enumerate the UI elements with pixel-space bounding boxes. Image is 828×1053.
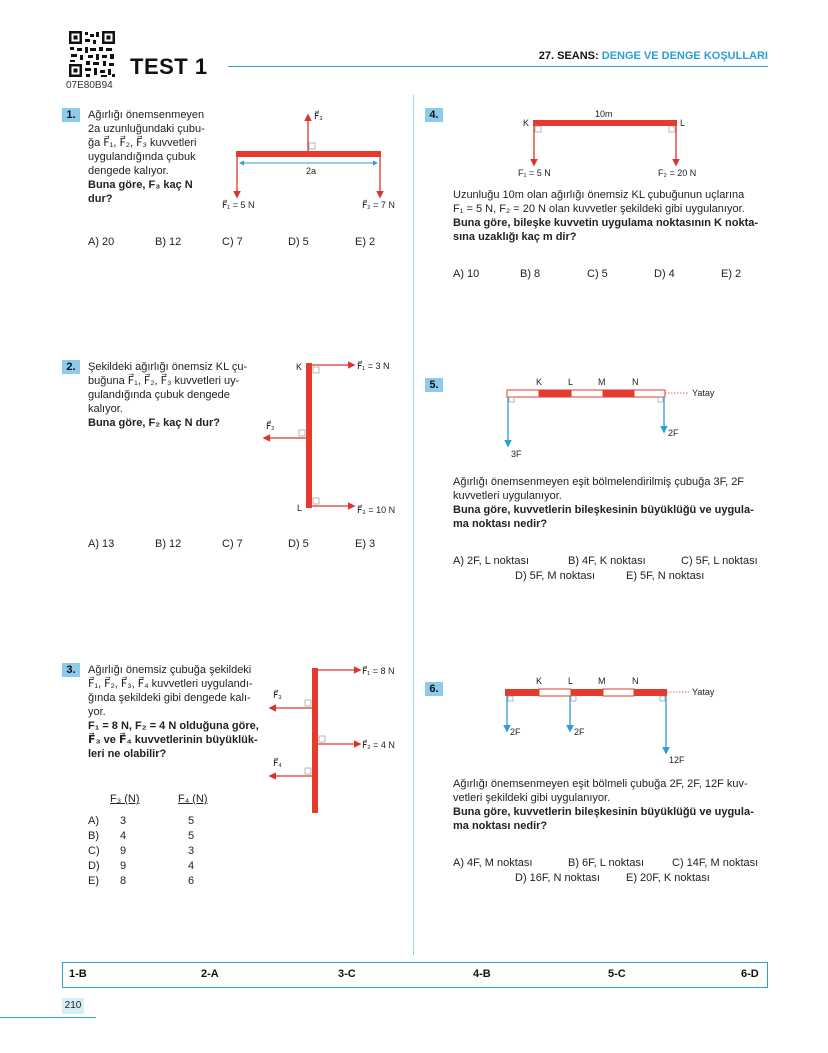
q5-option-d[interactable]: D) 5F, M noktası <box>515 570 596 582</box>
q6-l-label: L <box>568 676 574 686</box>
q6-m-label: M <box>598 676 606 686</box>
q1-option-d[interactable]: D) 5 <box>288 236 309 248</box>
q6-2f-label-2: 2F <box>574 727 585 737</box>
q5-option-e[interactable]: E) 5F, N noktası <box>626 570 705 582</box>
q6-option-b[interactable]: B) 6F, L noktası <box>568 857 645 869</box>
q2-k-label: K <box>296 362 303 372</box>
q2-option-b[interactable]: B) 12 <box>155 538 182 550</box>
question-number: 4. <box>425 108 443 122</box>
q4-option-c[interactable]: C) 5 <box>587 268 608 280</box>
qr-code-image <box>68 30 116 78</box>
q2-f2-label: F⃗₂ <box>266 421 275 431</box>
question-number: 1. <box>62 108 80 122</box>
q6-yatay-label: Yatay <box>692 687 715 697</box>
q6-k-label: K <box>536 676 543 686</box>
q6-2f-label-1: 2F <box>510 727 521 737</box>
session-title: 27. SEANS: DENGE VE DENGE KOŞULLARI <box>538 50 768 62</box>
q5-option-b[interactable]: B) 4F, K noktası <box>568 555 646 567</box>
q6-option-d[interactable]: D) 16F, N noktası <box>515 872 600 884</box>
q6-12f-label: 12F <box>669 755 685 765</box>
q4-option-a[interactable]: A) 10 <box>453 268 480 280</box>
q2-option-a[interactable]: A) 13 <box>88 538 115 550</box>
q6-n-label: N <box>632 676 639 686</box>
q4-k-label: K <box>523 118 530 128</box>
question-number: 3. <box>62 663 80 677</box>
q2-option-d[interactable]: D) 5 <box>288 538 309 550</box>
q6-figure <box>495 673 755 773</box>
question-5-text: Ağırlığı önemsenmeyen eşit bölmelendirilmiş çubuğa 3F, 2F kuvvetleri uygulanıyor. Buna göre, kuvvetlerin bileşkesinin büyüklüğü ve uygula- ma noktası nedir? <box>453 476 754 530</box>
q4-option-b[interactable]: B) 8 <box>520 268 541 280</box>
q4-f1-label: F₁ = 5 N <box>518 168 551 178</box>
q1-rod <box>236 151 381 157</box>
answer-key <box>62 962 768 988</box>
q1-length-label: 2a <box>306 166 317 176</box>
q4-l-label: L <box>680 118 686 128</box>
q3-figure <box>265 660 410 820</box>
q2-figure <box>260 355 410 525</box>
q5-3f-label: 3F <box>511 449 522 459</box>
q2-option-e[interactable]: E) 3 <box>355 538 376 550</box>
q4-rod <box>533 120 677 126</box>
question-2-text: Şekildeki ağırlığı önemsiz KL çu- buğuna F⃗₁, F⃗₂, F⃗₃ kuvvetleri uy- gulandığında çubuk dengede kalıyor. Buna göre, F₂ kaç N dur? <box>88 361 248 429</box>
q4-figure <box>515 105 715 180</box>
header-rule <box>228 66 768 67</box>
q2-l-label: L <box>297 503 303 513</box>
q6-option-e[interactable]: E) 20F, K noktası <box>626 872 710 884</box>
answer-4: 4-B <box>473 968 491 980</box>
q5-yatay-label: Yatay <box>692 388 715 398</box>
q5-m-label: M <box>598 377 606 387</box>
q3-f2-label: F⃗₂ = 4 N <box>362 740 395 750</box>
q5-figure <box>495 374 755 464</box>
question-4-text: Uzunluğu 10m olan ağırlığı önemsiz KL çubuğunun uçlarına F₁ = 5 N, F₂ = 20 N olan kuvvetler şekildeki gibi uygulanıyor. Buna göre, bileşke kuvvetin uygulama noktasının K nokta- sına uzaklığı kaç m dir? <box>453 189 759 243</box>
q1-option-b[interactable]: B) 12 <box>155 236 182 248</box>
footer-rule <box>0 1017 96 1018</box>
q1-figure <box>220 105 410 215</box>
q3-option-a[interactable]: A) 3 5 <box>88 815 195 827</box>
answer-6: 6-D <box>741 968 759 980</box>
q3-f1-label: F⃗₁ = 8 N <box>362 666 395 676</box>
test-title: TEST 1 <box>130 54 208 79</box>
q4-f2-label: F₂ = 20 N <box>658 168 697 178</box>
qr-code-text: 07E80B94 <box>66 80 113 91</box>
answer-5: 5-C <box>608 968 626 980</box>
answer-2: 2-A <box>201 968 219 980</box>
question-1-text: Ağırlığı önemsenmeyen 2a uzunluğundaki çubu- ğa F⃗₁, F⃗₂, F⃗₃ kuvvetleri uygulandığında çubuk dengede kalıyor. Buna göre, F₃ kaç N dur? <box>88 109 205 205</box>
q6-option-c[interactable]: C) 14F, M noktası <box>672 857 759 869</box>
page-number: 210 <box>62 998 84 1014</box>
q3-rod <box>312 668 318 813</box>
q4-length-label: 10m <box>595 109 613 119</box>
q3-option-e[interactable]: E) 8 6 <box>88 875 195 887</box>
q3-table-header-f4: F₄ (N) <box>178 793 208 805</box>
q1-option-e[interactable]: E) 2 <box>355 236 376 248</box>
q5-option-c[interactable]: C) 5F, L noktası <box>681 555 758 567</box>
q6-option-a[interactable]: A) 4F, M noktası <box>453 857 533 869</box>
question-6-text: Ağırlığı önemsenmeyen eşit bölmeli çubuğa 2F, 2F, 12F kuv- vetleri şekildeki gibi uygulanıyor. Buna göre, kuvvetlerin bileşkesinin büyüklüğü ve uygula- ma noktası nedir? <box>453 778 754 832</box>
q1-f3-label: F⃗₃ <box>314 111 323 121</box>
q1-option-c[interactable]: C) 7 <box>222 236 243 248</box>
q3-f4-label: F⃗₄ <box>273 758 282 768</box>
q3-f3-label: F⃗₃ <box>273 690 282 700</box>
q4-option-e[interactable]: E) 2 <box>721 268 742 280</box>
q5-n-label: N <box>632 377 639 387</box>
q2-f1-label: F⃗₁ = 3 N <box>357 361 390 371</box>
question-number: 5. <box>425 378 443 392</box>
answer-3: 3-C <box>338 968 356 980</box>
q5-l-label: L <box>568 377 574 387</box>
column-divider <box>413 95 414 955</box>
q1-option-a[interactable]: A) 20 <box>88 236 115 248</box>
q5-k-label: K <box>536 377 543 387</box>
question-number: 2. <box>62 360 80 374</box>
q5-option-a[interactable]: A) 2F, L noktası <box>453 555 530 567</box>
question-3-text: Ağırlığı önemsiz çubuğa şekildeki F⃗₁, F⃗₂, F⃗₃, F⃗₄ kuvvetleri uygulandı- ğında şekildeki gibi dengede kalı- yor. F₁ = 8 N, F₂ = 4 N olduğuna göre, F⃗₃ ve F⃗₄ kuvvetlerinin büyüklük- leri ne olabilir? <box>88 664 259 760</box>
q1-f1-label: F⃗₁ = 5 N <box>222 200 255 210</box>
q2-option-c[interactable]: C) 7 <box>222 538 243 550</box>
q3-table-header-f3: F₃ (N) <box>110 793 140 805</box>
question-number: 6. <box>425 682 443 696</box>
q3-option-d[interactable]: D) 9 4 <box>88 860 195 872</box>
q3-options-table <box>88 792 238 902</box>
q3-option-b[interactable]: B) 4 5 <box>88 830 195 842</box>
answer-1: 1-B <box>69 968 87 980</box>
q3-option-c[interactable]: C) 9 3 <box>88 845 195 857</box>
q1-f2-label: F⃗₂ = 7 N <box>362 200 395 210</box>
q4-option-d[interactable]: D) 4 <box>654 268 675 280</box>
q2-f3-label: F⃗₃ = 10 N <box>357 505 396 515</box>
q5-2f-label: 2F <box>668 428 679 438</box>
q2-rod <box>306 363 312 508</box>
